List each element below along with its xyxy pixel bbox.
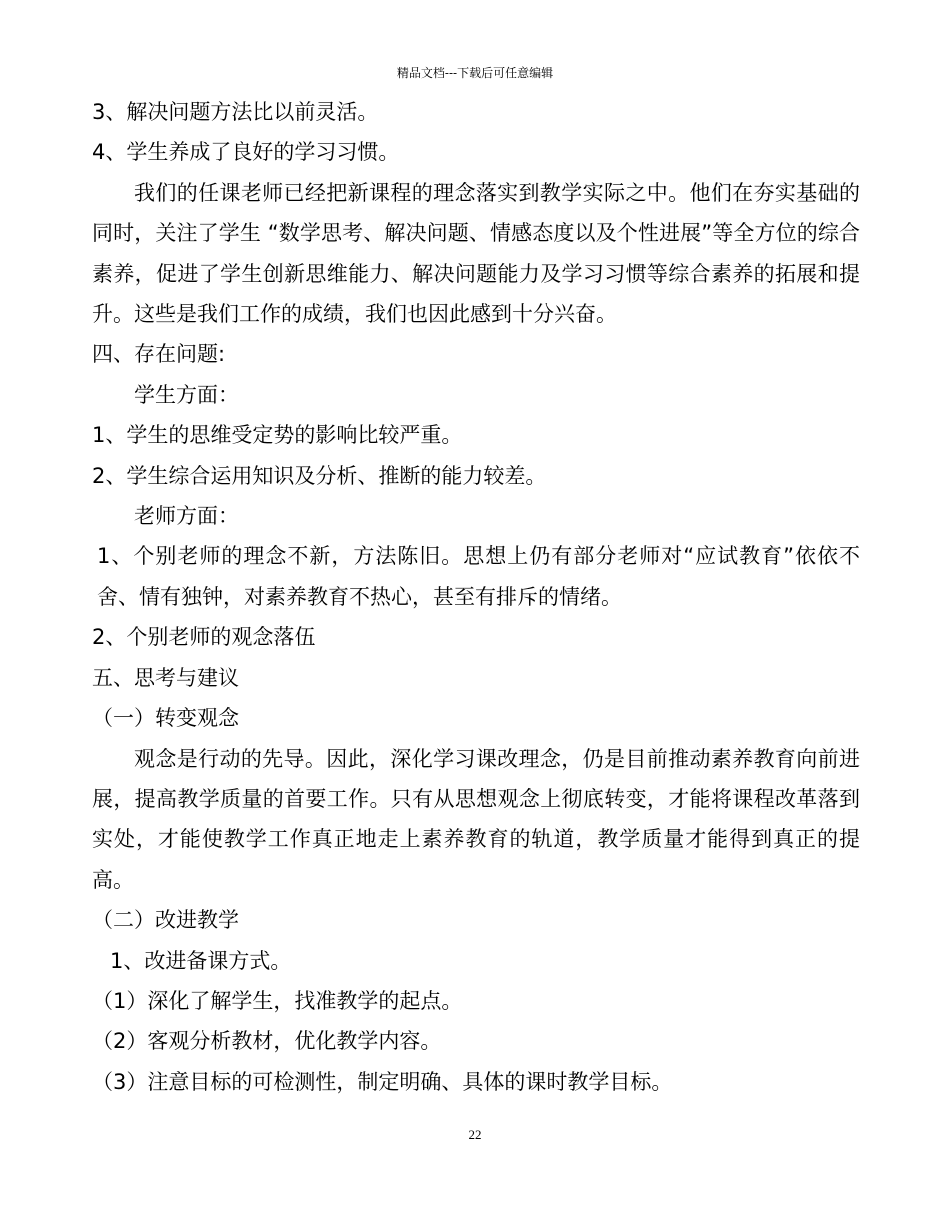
teacher-issue-2: 2、个别老师的观念落伍 bbox=[92, 625, 316, 650]
subsection-improve-teaching: （二）改进教学 bbox=[92, 908, 239, 933]
subheading-students: 学生方面： bbox=[134, 382, 239, 407]
sub-item-2: （2）客观分析教材，优化教学内容。 bbox=[92, 1029, 442, 1054]
body-paragraph-concepts: 观念是行动的先导。因此，深化学习课改理念，仍是目前推动素养教育向前进展，提高教学质量的首要工作。只有从思想观念上彻底转变，才能将课程改革落到实处，才能使教学工作真正地走上素养教育的轨道，教学质量才能得到真正的提高。 bbox=[92, 746, 860, 892]
sub-item-3: （3）注意目标的可检测性，制定明确、具体的课时教学目标。 bbox=[92, 1069, 673, 1094]
page-number: 22 bbox=[468, 1127, 482, 1142]
student-issue-2: 2、学生综合运用知识及分析、推断的能力较差。 bbox=[92, 463, 547, 488]
page-header: 精品文档---下载后可任意编辑 bbox=[396, 66, 554, 80]
body-paragraph-achievements: 我们的任课老师已经把新课程的理念落实到教学实际之中。他们在夯实基础的同时，关注了学生 “数学思考、解决问题、情感态度以及个性进展”等全方位的综合素养，促进了学生创新思维能力、解决问题能力及学习习惯等综合素养的拓展和提升。这些是我们工作的成绩，我们也因此感到十分兴奋。 bbox=[92, 180, 860, 327]
student-issue-1: 1、学生的思维受定势的影响比较严重。 bbox=[92, 423, 463, 448]
subsection-change-concepts: （一）转变观念 bbox=[92, 706, 239, 731]
list-item-4: 4、学生养成了良好的学习习惯。 bbox=[92, 140, 400, 165]
section-heading-problems: 四、存在问题: bbox=[92, 342, 226, 367]
improve-item-1: 1、改进备课方式。 bbox=[110, 948, 292, 973]
document-body bbox=[92, 92, 860, 1102]
sub-item-1: （1）深化了解学生，找准教学的起点。 bbox=[92, 988, 463, 1013]
subheading-teachers: 老师方面： bbox=[134, 504, 239, 529]
section-heading-suggestions: 五、思考与建议 bbox=[92, 665, 239, 690]
list-item-3: 3、解决问题方法比以前灵活。 bbox=[92, 100, 379, 124]
teacher-issue-1: 1、个别老师的理念不新，方法陈旧。思想上仍有部分老师对“应试教育”依依不舍、情有独钟，对素养教育不热心，甚至有排斥的情绪。 bbox=[97, 544, 860, 609]
